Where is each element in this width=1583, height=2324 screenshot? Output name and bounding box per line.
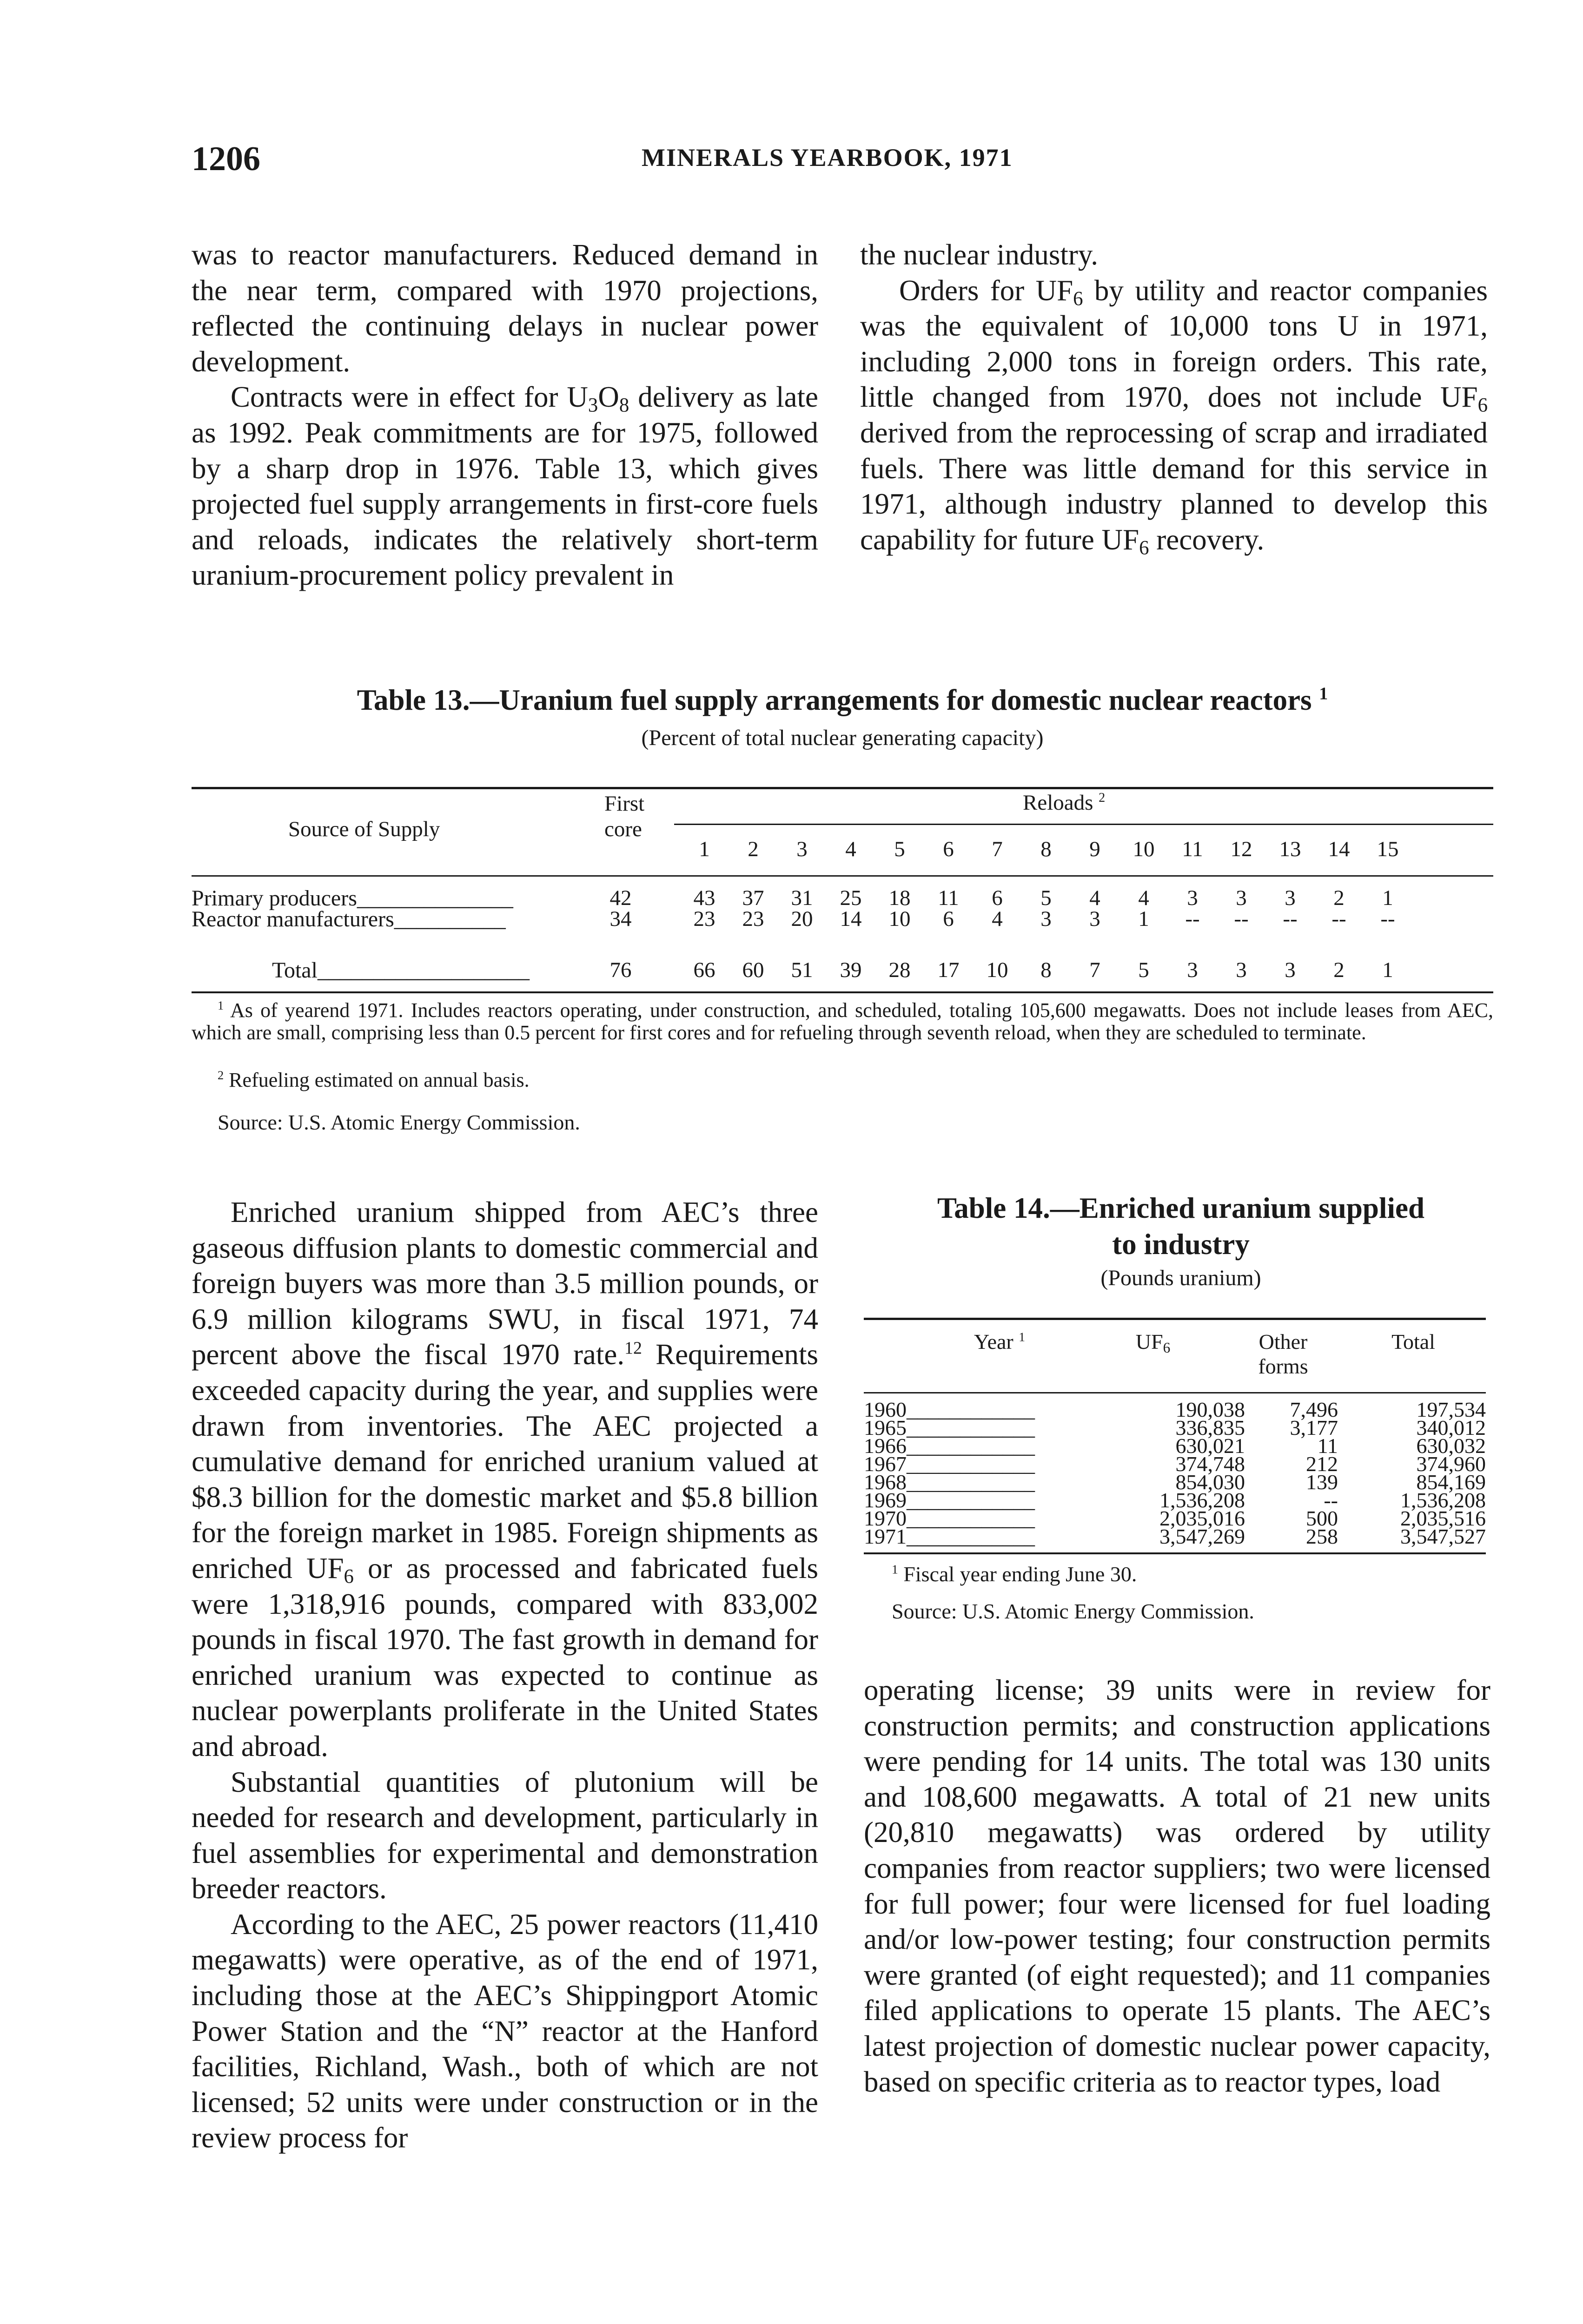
paragraph: operating license; 39 units were in review for construction permits; and construction applications were pending for 14 units. The total was 130 units and 108,600 megawatts. A total of 21 new units (20,810 megawatts) was ordered by utility companies from reactor suppliers; two were licensed for full power; four were licensed for fuel loading and/or low-power testing; four construction permits were granted (of eight requested); and 11 companies filed applications to operate 15 plants. The AEC’s latest projection of domestic nuclear power capacity, based on specific criteria as to reactor types, load xyxy=(864,1674,1490,2098)
table13-total-cell: 39 xyxy=(840,958,862,982)
table14-uf6-cell: 190,038 xyxy=(1175,1398,1245,1421)
column-left-bottom xyxy=(192,1195,818,2156)
table13-cell: -- xyxy=(1331,907,1346,931)
table14-uf6-cell: 854,030 xyxy=(1175,1470,1245,1494)
table14-other-cell: 212 xyxy=(1306,1452,1338,1476)
table13-total-cell: 1 xyxy=(1382,958,1393,982)
table13-cell: 6 xyxy=(943,907,954,931)
table14-source: Source: U.S. Atomic Energy Commission. xyxy=(892,1599,1254,1623)
table14-year-cell: 1970____________ xyxy=(864,1506,1035,1530)
table13-cell: -- xyxy=(1380,907,1395,931)
table14-bottom-rule xyxy=(864,1552,1486,1554)
table13-reload-number: 15 xyxy=(1377,837,1399,861)
table13-reload-number: 8 xyxy=(1040,837,1052,861)
table13-reloads-rule xyxy=(674,824,1493,825)
table13-header-core: core xyxy=(604,817,642,841)
table13-total-cell: 3 xyxy=(1285,958,1296,982)
table14-year-cell: 1967____________ xyxy=(864,1452,1035,1476)
paragraph: Substantial quantities of plutonium will be needed for research and development, particularly in fuel assemblies for experimental and demonstration breeder reactors. xyxy=(192,1765,818,1905)
table13-reload-number: 14 xyxy=(1328,837,1350,861)
table13-cell: 37 xyxy=(742,886,764,910)
table13-cell: 1 xyxy=(1382,886,1393,910)
table13-footnote-2: $^2$ Refueling estimated on annual basis. xyxy=(218,1068,530,1091)
table13-cell: 2 xyxy=(1333,886,1345,910)
table14-other-cell: 139 xyxy=(1306,1470,1338,1494)
table13-cell: 1 xyxy=(1138,907,1149,931)
table13-reload-number: 2 xyxy=(748,837,759,861)
table13-source: Source: U.S. Atomic Energy Commission. xyxy=(218,1110,580,1134)
table13-total-cell: 66 xyxy=(693,958,715,982)
table13-footnote-1: $^1$ As of yearend 1971. Includes reactors operating, under construction, and scheduled, totaling 105,600 megawatts. Does not include leases from AEC, which are small, comprising less than 0.5 percent for first cores and for refueling through seventh reload, when they are scheduled to terminate. xyxy=(192,998,1493,1044)
table13-cell: -- xyxy=(1234,907,1249,931)
table13-reload-number: 7 xyxy=(992,837,1003,861)
table14-total-cell: 854,169 xyxy=(1416,1470,1486,1494)
table14-total-cell: 197,534 xyxy=(1416,1398,1486,1421)
table13-total-cell: 17 xyxy=(937,958,960,982)
table13-cell: 3 xyxy=(1187,886,1198,910)
table14-header-other: Other forms xyxy=(1258,1330,1308,1378)
table13-header-source: Source of Supply xyxy=(288,817,440,841)
table13-cell: 3 xyxy=(1285,886,1296,910)
table13-total-cell: 7 xyxy=(1089,958,1100,982)
table14-year-cell: 1969____________ xyxy=(864,1488,1035,1512)
table13-total-cell: 28 xyxy=(888,958,911,982)
column-left-top xyxy=(192,237,818,593)
paragraph: Orders for $UF_6$ by utility and reactor companies was the equivalent of 10,000 tons U in 1971, including 2,000 tons in foreign orders. This rate, little changed from 1970, does not include $UF_6$ derived from the reprocessing of scrap and irradiated fuels. There was little demand for this service in 1971, although industry planned to develop this capability for future $UF_6$ recovery. xyxy=(860,274,1488,559)
table13-cell: 5 xyxy=(1040,886,1052,910)
table14-other-cell: -- xyxy=(1324,1488,1338,1512)
table13-total-cell: 51 xyxy=(791,958,813,982)
table14-year-cell: 1966____________ xyxy=(864,1434,1035,1458)
table14-header-total: Total xyxy=(1391,1330,1435,1353)
table13-total-label: Total___________________ xyxy=(272,958,530,983)
table14-uf6-cell: 336,835 xyxy=(1175,1416,1245,1439)
table14-top-rule xyxy=(864,1318,1486,1320)
table13-cell: 4 xyxy=(1089,886,1100,910)
table14-other-cell: 7,496 xyxy=(1290,1398,1338,1421)
table13-cell: 23 xyxy=(693,907,715,931)
table13-subtitle: (Percent of total nuclear generating capacity) xyxy=(641,726,1044,750)
table13-cell: 3 xyxy=(1236,886,1247,910)
table13-total-first-core: 76 xyxy=(609,958,632,982)
table14-total-cell: 374,960 xyxy=(1416,1452,1486,1476)
table13-bottom-rule xyxy=(192,991,1493,993)
table14-header-rule xyxy=(864,1392,1486,1393)
table13-reload-number: 10 xyxy=(1133,837,1155,861)
table14-header-uf6: $UF_6$ xyxy=(1135,1330,1171,1356)
table13-row-label: Primary producers______________ xyxy=(192,886,513,911)
table14-other-cell: 3,177 xyxy=(1290,1416,1338,1439)
table13-cell: 11 xyxy=(938,886,959,910)
table14-year-cell: 1971____________ xyxy=(864,1525,1035,1548)
table13-reload-number: 9 xyxy=(1089,837,1100,861)
table14-year-cell: 1965____________ xyxy=(864,1416,1035,1439)
column-right-top xyxy=(860,237,1488,557)
table13-top-rule xyxy=(192,787,1493,789)
table13-reload-number: 13 xyxy=(1279,837,1301,861)
table13-title: Table 13.—Uranium fuel supply arrangements for domestic nuclear reactors $^1$ xyxy=(357,684,1328,716)
table13-first-core-cell: 42 xyxy=(609,886,632,910)
table13-cell: 4 xyxy=(992,907,1003,931)
table14-year-cell: 1968____________ xyxy=(864,1470,1035,1494)
table13-header-reloads: Reloads $^2$ xyxy=(1023,791,1106,815)
table14-uf6-cell: 1,536,208 xyxy=(1159,1488,1245,1512)
table13-row-label: Reactor manufacturers__________ xyxy=(192,907,506,931)
paragraph: the nuclear industry. xyxy=(860,238,1098,271)
page-number: 1206 xyxy=(192,140,260,178)
table14-total-cell: 340,012 xyxy=(1416,1416,1486,1439)
table13-reload-number: 11 xyxy=(1182,837,1203,861)
table13-total-cell: 2 xyxy=(1333,958,1345,982)
table14-other-cell: 500 xyxy=(1306,1506,1338,1530)
table14-total-cell: 1,536,208 xyxy=(1400,1488,1486,1512)
table13-reload-number: 5 xyxy=(894,837,905,861)
table13-total-cell: 3 xyxy=(1187,958,1198,982)
table14-total-cell: 3,547,527 xyxy=(1400,1525,1486,1548)
table13-cell: 25 xyxy=(840,886,862,910)
table13-total-cell: 60 xyxy=(742,958,764,982)
table13-cell: 23 xyxy=(742,907,764,931)
table14-other-cell: 11 xyxy=(1317,1434,1338,1458)
paragraph: According to the AEC, 25 power reactors (11,410 megawatts) were operative, as of the end of 1971, including those at the AEC’s Shippingport Atomic Power Station and the “N” reactor at the Hanford facilities, Richland, Wash., both of which are not licensed; 52 units were under construction or in the review process for xyxy=(192,1908,818,2154)
table14-total-cell: 630,032 xyxy=(1416,1434,1486,1458)
table13-cell: 6 xyxy=(992,886,1003,910)
table14-uf6-cell: 630,021 xyxy=(1175,1434,1245,1458)
table13-cell: 14 xyxy=(840,907,862,931)
table13-cell: 18 xyxy=(888,886,911,910)
column-right-bottom xyxy=(864,1672,1490,2100)
table13-cell: -- xyxy=(1185,907,1200,931)
table14-uf6-cell: 2,035,016 xyxy=(1159,1506,1245,1530)
table14-subtitle: (Pounds uranium) xyxy=(1100,1266,1261,1290)
running-head: MINERALS YEARBOOK, 1971 xyxy=(642,144,1013,172)
table13-cell: -- xyxy=(1283,907,1298,931)
table14-body xyxy=(864,1398,1486,1548)
table13-cell: 31 xyxy=(791,886,813,910)
paragraph: Contracts were in effect for $U_3O_8$ delivery as late as 1992. Peak commitments are for 1975, followed by a sharp drop in 1976. Table 13, which gives projected fuel supply arrangements in first-core fuels and reloads, indicates the relatively short-term uranium-procurement policy prevalent in xyxy=(192,381,818,592)
table13-cell: 10 xyxy=(888,907,911,931)
table14-row xyxy=(864,1525,1486,1548)
table13-cell: 3 xyxy=(1089,907,1100,931)
table13-reload-number: 4 xyxy=(845,837,856,861)
paragraph: Enriched uranium shipped from AEC’s three gaseous diffusion plants to domestic commercial and foreign buyers was more than 3.5 million pounds, or 6.9 million kilograms SWU, in fiscal 1971, 74 percent above the fiscal 1970 rate.$^{12}$ Requirements exceeded capacity during the year, and supplies were drawn from inventories. The AEC projected a cumulative demand for enriched uranium valued at $8.3 billion for the domestic market and $5.8 billion for the foreign market in 1985. Foreign shipments as enriched $UF_6$ or as processed and fabricated fuels were 1,318,916 pounds, compared with 833,002 pounds in fiscal 1970. The fast growth in demand for enriched uranium was expected to continue as nuclear powerplants proliferate in the United States and abroad. xyxy=(192,1196,819,1763)
table14-uf6-cell: 3,547,269 xyxy=(1159,1525,1245,1548)
table14-total-cell: 2,035,516 xyxy=(1400,1506,1486,1530)
table13-reload-number: 1 xyxy=(699,837,710,861)
table14-year-cell: 1960____________ xyxy=(864,1398,1035,1421)
paragraph: was to reactor manufacturers. Reduced demand in the near term, compared with 1970 projections, reflected the continuing delays in nuclear power development. xyxy=(192,238,818,378)
table13-total-cell: 3 xyxy=(1236,958,1247,982)
table13-total-cell: 5 xyxy=(1138,958,1149,982)
table13-header-first: First xyxy=(604,792,645,816)
table13-cell: 43 xyxy=(693,886,715,910)
table13-header-rule xyxy=(192,875,1493,877)
table13-total-cell: 10 xyxy=(986,958,1008,982)
table14-footnote: $^1$ Fiscal year ending June 30. xyxy=(892,1562,1137,1586)
table14-other-cell: 258 xyxy=(1306,1525,1338,1548)
table13-cell: 20 xyxy=(791,907,813,931)
table14-header-year: Year $^1$ xyxy=(974,1329,1026,1353)
table13-total-cell: 8 xyxy=(1040,958,1052,982)
table13-reload-number: 6 xyxy=(943,837,954,861)
table14-title: Table 14.—Enriched uranium supplied to industry xyxy=(937,1192,1424,1261)
table13-cell: 4 xyxy=(1138,886,1149,910)
table13-first-core-cell: 34 xyxy=(609,907,632,931)
table13-reload-number: 12 xyxy=(1230,837,1252,861)
table13-cell: 3 xyxy=(1040,907,1052,931)
table14-uf6-cell: 374,748 xyxy=(1175,1452,1245,1476)
table13-reload-number: 3 xyxy=(796,837,808,861)
